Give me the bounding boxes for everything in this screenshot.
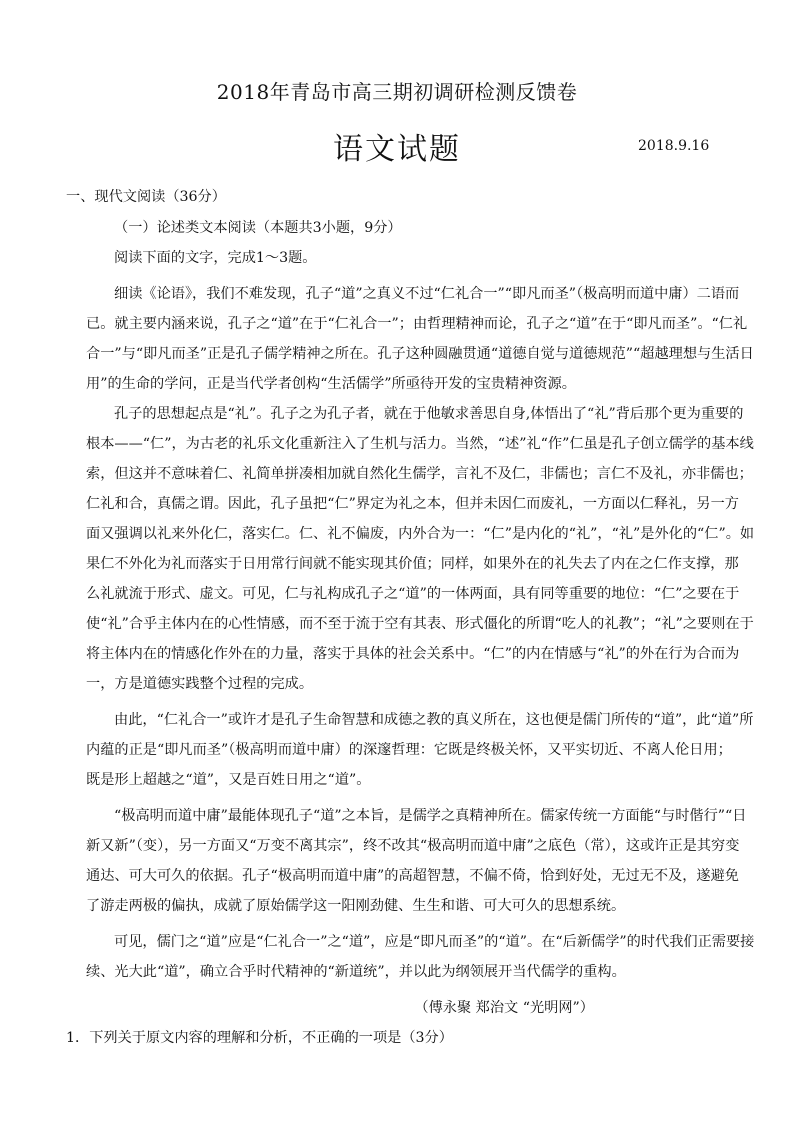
passage-line: 了游走两极的偏执，成就了原始儒学这一阳刚劲健、生生和谐、可大可久的思想系统。	[86, 898, 626, 914]
passage-line: 索，但这并不意味着仁、礼简单拼凑相加就自然化生儒学，言礼不及仁，非儒也；言仁不及礼，亦非儒也；	[86, 466, 753, 482]
subject-title: 语文试题	[333, 132, 461, 167]
section-heading: 一、现代文阅读（36分）	[66, 189, 226, 205]
passage-line: 既是形上超越之“道”，又是百姓日用之“道”。	[86, 772, 371, 788]
subsection-heading: （一）论述类文本阅读（本题共3小题，9分）	[114, 220, 402, 236]
passage-line: 使“礼”合乎主体内在的心性情感，而不至于流于空有其表、形式僵化的所谓“吃人的礼教”；“礼”之要则在于	[86, 616, 754, 632]
passage-line: 根本——“仁”，为古老的礼乐文化重新注入了生机与活力。当然，“述”礼“作”仁虽是孔子创立儒学的基本线	[86, 436, 754, 452]
passage-line: “极高明而道中庸”最能体现孔子“道”之本旨，是儒学之真精神所在。儒家传统一方面能“与时偕行”“日	[114, 808, 747, 824]
passage-line: 由此，“仁礼合一”或许才是孔子生命智慧和成德之教的真义所在，这也便是儒门所传的“道”，此“道”所	[114, 712, 754, 728]
passage-line: 通达、可大可久的依据。孔子“极高明而道中庸”的高超智慧，不偏不倚，恰到好处，无过无不及，遂避免	[86, 868, 739, 884]
passage-line: 仁礼和合，真儒之谓。因此，孔子虽把“仁”界定为礼之本，但并未因仁而废礼，一方面以仁释礼，另一方	[86, 496, 739, 512]
passage-line: 将主体内在的情感化作外在的力量，落实于具体的社会关系中。“仁”的内在情感与“礼”的外在行为合而为	[86, 646, 740, 662]
passage-line: 合一”与“即凡而圣”正是孔子儒学精神之所在。孔子这种圆融贯通“道德自觉与道德规范”“超越理想与生活日	[86, 346, 754, 362]
passage-source: （傅永聚 郑治文 “光明网”）	[414, 1000, 594, 1016]
passage-line: 已。就主要内涵来说，孔子之“道”在于“仁礼合一”；由哲理精神而论，孔子之“道”在于“即凡而圣”。“仁礼	[86, 316, 748, 332]
passage-line: 孔子的思想起点是“礼”。孔子之为孔子者，就在于他敏求善思自身,体悟出了“礼”背后那个更为重要的	[114, 406, 744, 422]
exam-title: 2018年青岛市高三期初调研检测反馈卷	[216, 80, 578, 104]
passage-line: 果仁不外化为礼而落实于日用常行间就不能实现其价值；同样，如果外在的礼失去了内在之仁作支撑，那	[86, 556, 739, 572]
passage-line: 可见，儒门之“道”应是“仁礼合一”之“道”，应是“即凡而圣”的“道”。在“后新儒学”的时代我们正需要接	[114, 934, 755, 950]
passage-line: 一，方是道德实践整个过程的完成。	[86, 676, 314, 692]
exam-date: 2018.9.16	[638, 138, 710, 154]
passage-line: 续、光大此“道”，确立合乎时代精神的“新道统”，并以此为纲领展开当代儒学的重构。	[86, 964, 626, 980]
reading-instruction: 阅读下面的文字，完成1～3题。	[114, 250, 317, 266]
question-1: 1．下列关于原文内容的理解和分析，不正确的一项是（3分）	[66, 1030, 453, 1046]
passage-line: 用”的生命的学问，正是当代学者创构“生活儒学”所亟待开发的宝贵精神资源。	[86, 376, 576, 392]
passage-line: 细读《论语》，我们不难发现，孔子“道”之真义不过“仁礼合一”“即凡而圣”（极高明而道中庸）二语而	[114, 286, 740, 302]
passage-line: 内蕴的正是“即凡而圣”（极高明而道中庸）的深邃哲理：它既是终极关怀，又平实切近、不离人伦日用；	[86, 742, 732, 758]
passage-line: 新又新”（变），另一方面又“万变不离其宗”，终不改其“极高明而道中庸”之底色（常），这或许正是其穷变	[86, 838, 740, 854]
passage-line: 面又强调以礼来外化仁，落实仁。仁、礼不偏废，内外合为一：“仁”是内化的“礼”，“礼”是外化的“仁”。如	[86, 526, 755, 542]
passage-line: 么礼就流于形式、虚文。可见，仁与礼构成孔子之“道”的一体两面，具有同等重要的地位：“仁”之要在于	[86, 586, 740, 602]
